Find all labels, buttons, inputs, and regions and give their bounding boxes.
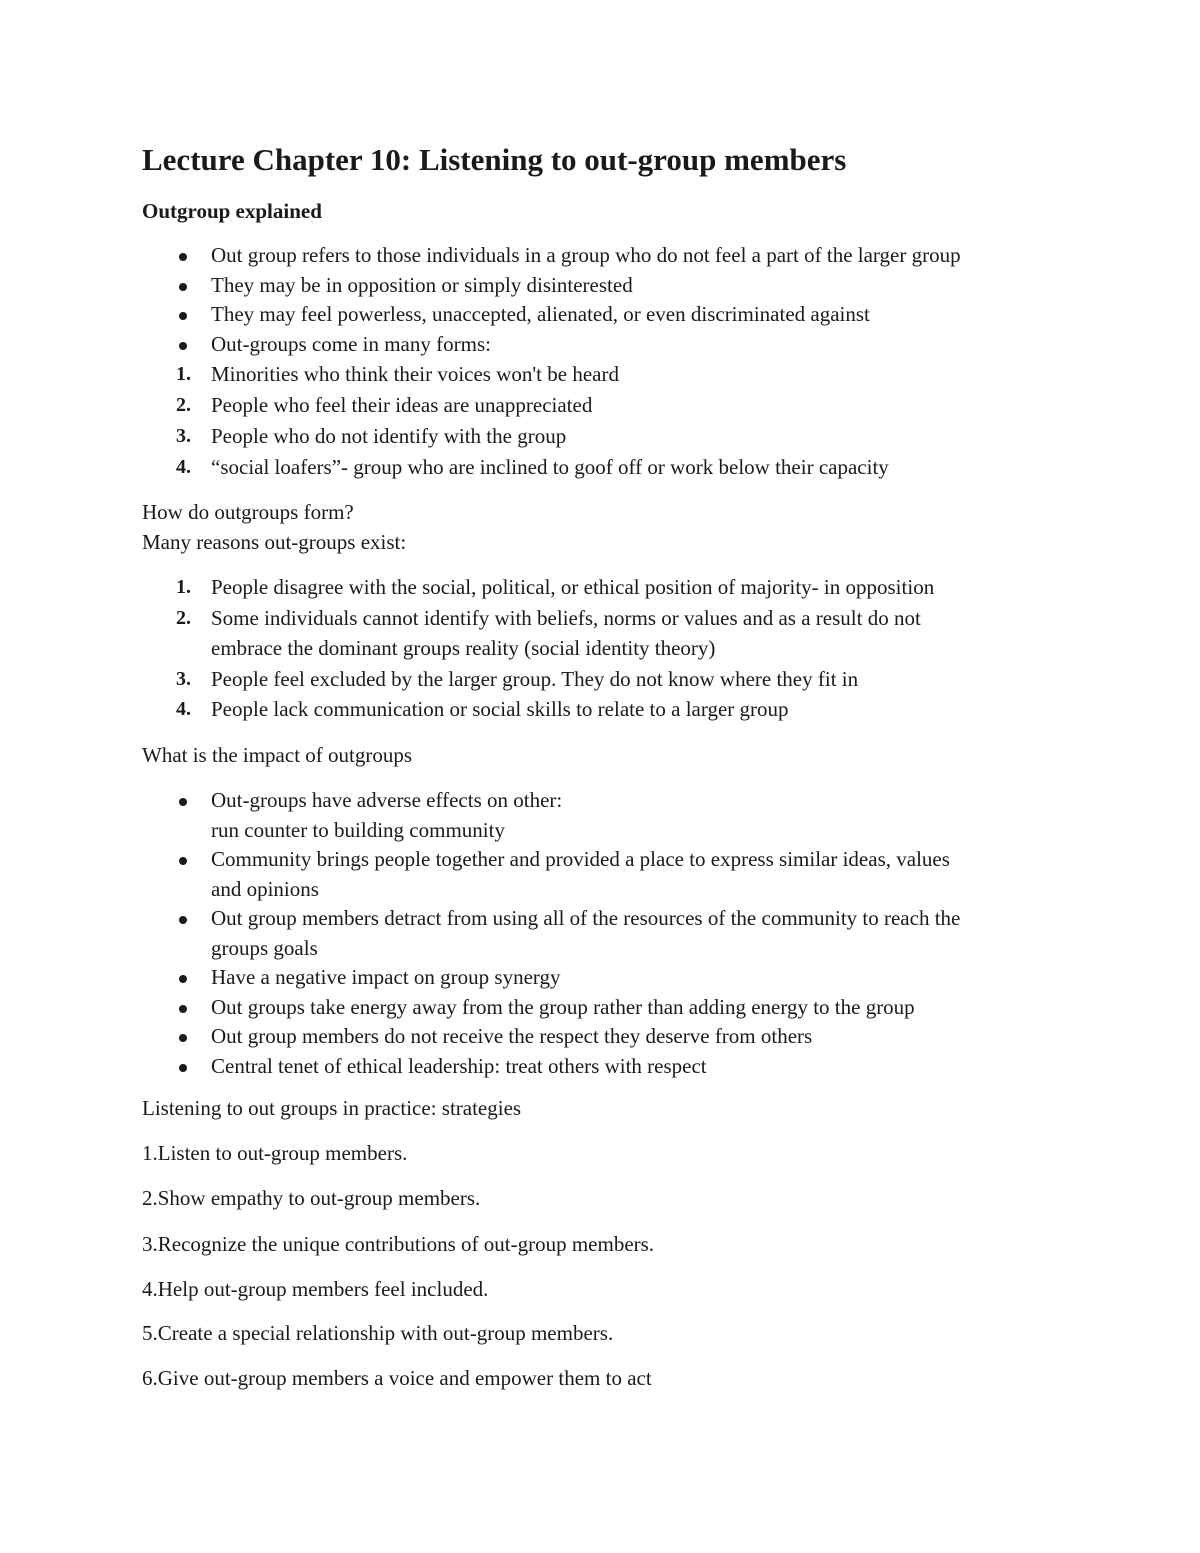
list-item: 2. Some individuals cannot identify with beliefs, norms or values and as a result do not embrace the dominant groups reality (social identity theory)	[0, 603, 1071, 664]
list-item: Have a negative impact on group synergy	[0, 963, 1071, 993]
bullet-icon	[179, 253, 187, 261]
list-item: Community brings people together and provided a place to express similar ideas, values and opinions	[0, 845, 1071, 904]
strategy-item: 4.Help out-group members feel included.	[142, 1277, 489, 1301]
list-number: 3.	[176, 667, 191, 690]
bullet-icon	[179, 1034, 187, 1042]
list-item: Out groups take energy away from the group rather than adding energy to the group	[0, 993, 1071, 1023]
outgroup-bullet-list	[0, 241, 1200, 359]
bullet-icon	[179, 312, 187, 320]
section-question-how-form: How do outgroups form?	[142, 500, 354, 524]
strategy-item: 5.Create a special relationship with out-group members.	[142, 1321, 614, 1345]
list-item: Out group refers to those individuals in a group who do not feel a part of the larger group	[0, 241, 1071, 271]
list-number: 3.	[176, 425, 191, 447]
strategy-item: 6.Give out-group members a voice and empower them to act	[142, 1366, 652, 1390]
strategy-item: 2.Show empathy to out-group members.	[142, 1186, 481, 1210]
strategy-item: 1.Listen to out-group members.	[142, 1141, 408, 1165]
list-number: 2.	[176, 394, 191, 416]
section-heading-outgroup-explained: Outgroup explained	[142, 199, 322, 223]
list-number: 1.	[176, 576, 191, 598]
reasons-numbered-list	[0, 572, 1200, 725]
list-item: Out group members detract from using all of the resources of the community to reach the groups goals	[0, 904, 1071, 963]
list-item: They may be in opposition or simply disinterested	[0, 271, 1071, 301]
bullet-icon	[179, 1005, 187, 1013]
list-item: Out-groups have adverse effects on other: run counter to building community	[0, 786, 1071, 845]
list-item: Out group members do not receive the respect they deserve from others	[0, 1022, 1071, 1052]
list-number: 1.	[176, 363, 191, 385]
list-item: 3. People who do not identify with the group	[0, 421, 1071, 452]
section-heading-strategies: Listening to out groups in practice: strategies	[142, 1096, 522, 1120]
list-item: 4. “social loafers”- group who are inclined to goof off or work below their capacity	[0, 452, 1071, 483]
section-intro-reasons: Many reasons out-groups exist:	[142, 530, 407, 554]
bullet-icon	[179, 283, 187, 291]
list-item: 1. People disagree with the social, political, or ethical position of majority- in opposition	[0, 572, 1071, 603]
list-item: 2. People who feel their ideas are unappreciated	[0, 390, 1071, 421]
bullet-icon	[179, 857, 187, 865]
list-number: 4.	[176, 456, 191, 478]
list-item: They may feel powerless, unaccepted, alienated, or even discriminated against	[0, 300, 1071, 330]
outgroup-forms-numbered-list	[0, 359, 1200, 483]
bullet-icon	[179, 342, 187, 350]
section-question-impact: What is the impact of outgroups	[142, 743, 413, 767]
impact-bullet-list	[0, 786, 1200, 1081]
list-item: Central tenet of ethical leadership: treat others with respect	[0, 1052, 1071, 1082]
list-item: Out-groups come in many forms:	[0, 330, 1071, 360]
list-number: 4.	[176, 698, 191, 720]
list-item: 3. People feel excluded by the larger group. They do not know where they fit in	[0, 664, 1071, 695]
list-item: 1. Minorities who think their voices won't be heard	[0, 359, 1071, 390]
bullet-icon	[179, 916, 187, 924]
bullet-icon	[179, 1064, 187, 1072]
bullet-icon	[179, 975, 187, 983]
bullet-icon	[179, 798, 187, 806]
list-item: 4. People lack communication or social skills to relate to a larger group	[0, 694, 1071, 725]
strategy-item: 3.Recognize the unique contributions of out-group members.	[142, 1232, 655, 1256]
page-title: Lecture Chapter 10: Listening to out-group members	[142, 142, 847, 177]
list-number: 2.	[176, 606, 191, 629]
